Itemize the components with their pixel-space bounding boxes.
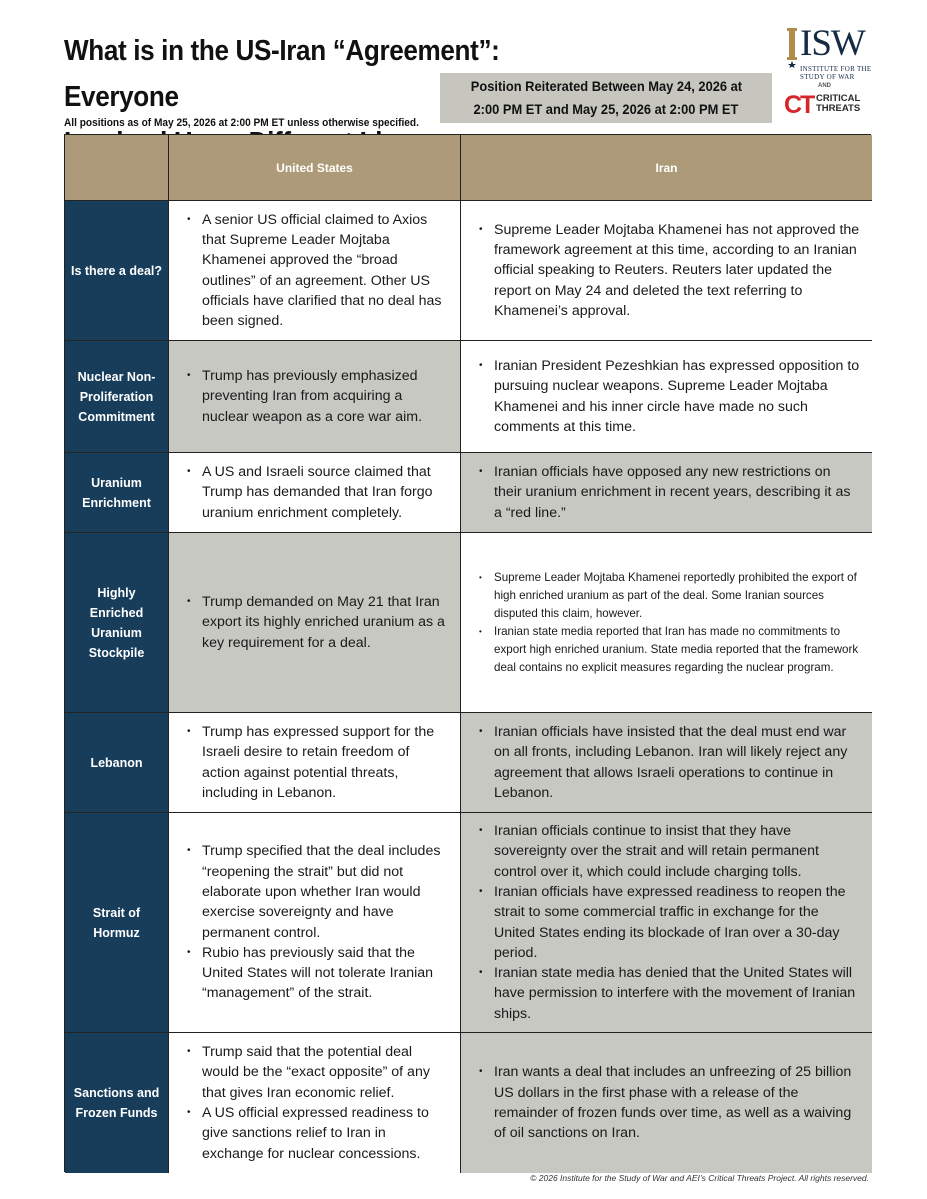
bullet-item: • A senior US official claimed to Axios that Supreme Leader Mojtaba Khamenei approved the “broad outlines” of an agreement. Other US officials have clarified that no deal has been signed. [183, 210, 450, 332]
bullet-list [183, 592, 450, 653]
bullet-item: • A US and Israeli source claimed that Trump has demanded that Iran forgo uranium enrichment completely. [183, 462, 450, 523]
us-position-cell [169, 1033, 461, 1173]
subtitle: All positions as of May 25, 2026 at 2:00 PM ET unless otherwise specified. [64, 117, 419, 129]
bullet-item: • Trump demanded on May 21 that Iran export its highly enriched uranium as a key requirement for a deal. [183, 592, 450, 653]
ct-line-2: THREATS [816, 103, 861, 114]
us-position-cell [169, 453, 461, 533]
bullet-list [183, 462, 450, 523]
bullet-item: • Rubio has previously said that the United States will not tolerate Iranian “management” of the strait. [183, 943, 450, 1004]
bullet-item: • A US official expressed readiness to give sanctions relief to Iran in exchange for nuclear concessions. [183, 1103, 450, 1164]
bullet-list [183, 722, 450, 803]
isw-logo-subtext [800, 65, 872, 81]
bullet-list [475, 356, 862, 437]
iran-position-cell [461, 341, 872, 453]
us-position-cell [169, 813, 461, 1033]
iran-position-cell [461, 713, 872, 813]
us-position-cell [169, 341, 461, 453]
bullet-item: • Iran wants a deal that includes an unfreezing of 25 billion US dollars in the first phase with a release of the remainder of frozen funds over time, as well as a waiving of oil sanctions on Iran. [475, 1062, 862, 1143]
row-label: Uranium Enrichment [65, 453, 169, 533]
bullet-list [475, 1062, 862, 1143]
us-position-cell [169, 533, 461, 713]
column-header-us: United States [169, 135, 461, 201]
us-position-cell [169, 201, 461, 341]
bullet-list [475, 821, 862, 1024]
bullet-list [183, 366, 450, 427]
logo-block [782, 23, 874, 126]
bullet-item: • Iranian officials have opposed any new restrictions on their uranium enrichment in recent years, describing it as a “red line.” [475, 462, 862, 523]
row-label: Is there a deal? [65, 201, 169, 341]
bullet-list [475, 722, 862, 803]
bullet-item: • Trump has expressed support for the Israeli desire to retain freedom of action against potential threats, including in Lebanon. [183, 722, 450, 803]
row-label: Highly Enriched Uranium Stockpile [65, 533, 169, 713]
bullet-item: • Iranian officials continue to insist that they have sovereignty over the strait and will retain permanent control over it, which could include charging tolls. [475, 821, 862, 882]
bullet-list [183, 210, 450, 332]
bullet-list [475, 569, 862, 677]
ct-logo-text [816, 94, 860, 114]
isw-pillar-icon [786, 28, 798, 68]
bullet-list [475, 462, 862, 523]
bullet-list [183, 1042, 450, 1164]
comparison-table [64, 134, 871, 1172]
iran-position-cell [461, 201, 872, 341]
logo-and: AND [818, 83, 831, 89]
position-legend-box [440, 73, 772, 123]
position-line-1: Position Reiterated Between May 24, 2026 at [470, 78, 742, 94]
bullet-item: • Trump has previously emphasized preventing Iran from acquiring a nuclear weapon as a core war aim. [183, 366, 450, 427]
title-line-1: What is in the US-Iran “Agreement”: Everyone [64, 35, 500, 113]
bullet-item: • Trump specified that the deal includes “reopening the strait” but did not elaborate upon whether Iran would exercise sovereignty and have permanent control. [183, 841, 450, 942]
bullet-item: • Iranian officials have expressed readiness to reopen the strait to some commercial traffic in exchange for the United States ending its blockade of Iran over a 30-day period. [475, 882, 862, 963]
position-line-2: 2:00 PM ET and May 25, 2026 at 2:00 PM ET [473, 101, 739, 117]
iran-position-cell [461, 533, 872, 713]
us-position-cell [169, 713, 461, 813]
bullet-item: • Supreme Leader Mojtaba Khamenei has not approved the framework agreement at this time, according to an Iranian official speaking to Reuters. Reuters later updated the report on May 24 and deleted the text referring to Khamenei’s approval. [475, 220, 862, 321]
bullet-item: • Iranian officials have insisted that the deal must end war on all fronts, including Lebanon. Iran will likely reject any agreement that allows Israeli operations to continue in Lebanon. [475, 722, 862, 803]
isw-sub-line-2: STUDY OF WAR [800, 73, 855, 81]
bullet-list [183, 841, 450, 1003]
bullet-item: • Iranian state media reported that Iran has made no commitments to export high enriched uranium. State media reported that the framework deal contains no explicit measures regarding the nuclear program. [475, 623, 862, 677]
bullet-item: • Iranian President Pezeshkian has expressed opposition to pursuing nuclear weapons. Supreme Leader Mojtaba Khamenei and his inner circle have made no such comments at this time. [475, 356, 862, 437]
isw-logo-text: ISW [800, 23, 865, 64]
column-header-iran: Iran [461, 135, 872, 201]
iran-position-cell [461, 453, 872, 533]
ct-line-1: CRITICAL [816, 93, 861, 104]
bullet-list [475, 220, 862, 321]
isw-sub-line-1: INSTITUTE FOR THE [800, 65, 872, 73]
row-label: Sanctions and Frozen Funds [65, 1033, 169, 1173]
row-label: Lebanon [65, 713, 169, 813]
iran-position-cell [461, 813, 872, 1033]
copyright-footer: © 2026 Institute for the Study of War and AEI’s Critical Threats Project. All rights reserved. [530, 1173, 869, 1183]
row-label: Strait of Hormuz [65, 813, 169, 1033]
table-corner-cell [65, 135, 169, 201]
bullet-item: • Supreme Leader Mojtaba Khamenei reportedly prohibited the export of high enriched uranium as part of the deal. Some Iranian sources disputed this claim, however. [475, 569, 862, 623]
iran-position-cell [461, 1033, 872, 1173]
bullet-item: • Trump said that the potential deal would be the “exact opposite” of any that gives Iran economic relief. [183, 1042, 450, 1103]
ct-logo-mark: CT [784, 91, 814, 119]
bullet-item: • Iranian state media has denied that the United States will have permission to interfere with the movement of Iranian ships. [475, 963, 862, 1024]
row-label: Nuclear Non-Proliferation Commitment [65, 341, 169, 453]
